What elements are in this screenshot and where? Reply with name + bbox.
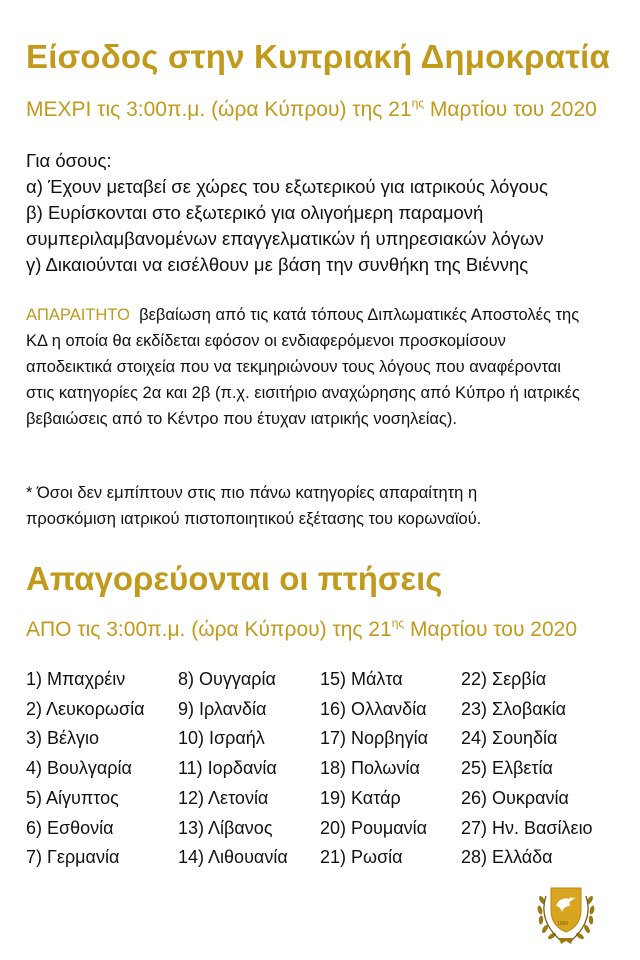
country-item: 27) Ην. Βασίλειο — [461, 817, 593, 838]
country-item: 19) Κατάρ — [320, 787, 401, 808]
country-item: 17) Νορβηγία — [320, 728, 429, 749]
flight-ban-date-prefix: ΑΠΟ τις 3:00π.μ. (ώρα Κύπρου) της 21 — [26, 618, 392, 641]
flight-ban-date-sup: ης — [391, 616, 405, 630]
entry-deadline-suffix: Μαρτίου του 2020 — [424, 98, 597, 121]
country-item: 22) Σερβία — [461, 669, 547, 689]
country-column-1 — [26, 665, 145, 873]
entry-title: Είσοδος στην Κυπριακή Δημοκρατία — [26, 38, 610, 75]
requirement-line: αποδεικτικά στοιχεία που να τεκμηριώνουν τους λόγους που αναφέρονται — [26, 358, 561, 376]
emblem-year: 1960 — [557, 921, 569, 927]
requirement-highlight: ΑΠΑΡΑΙΤΗΤΟ — [26, 306, 130, 324]
flight-ban-title: Απαγορεύονται οι πτήσεις — [26, 560, 443, 597]
country-item: 18) Πολωνία — [320, 758, 420, 779]
flight-ban-date-suffix: Μαρτίου του 2020 — [404, 618, 578, 641]
country-item: 2) Λευκορωσία — [26, 698, 145, 719]
eligibility-line: γ) Δικαιούνται να εισέλθουν με βάση την συνθήκη της Βιέννης — [26, 254, 529, 275]
country-column-2 — [178, 665, 288, 873]
eligibility-line: α) Έχουν μεταβεί σε χώρες του εξωτερικού για ιατρικούς λόγους — [26, 176, 548, 197]
eligibility-list — [26, 148, 626, 278]
country-item: 1) Μπαχρέιν — [26, 669, 126, 689]
eligibility-line: Για όσους: — [26, 150, 112, 171]
requirement-line: βεβαιώσεις από το Κέντρο που έτυχαν ιατρικής νοσηλείας). — [26, 410, 457, 428]
requirement-first-line — [26, 302, 626, 328]
country-item: 8) Ουγγαρία — [178, 669, 276, 689]
country-item: 5) Αίγυπτος — [26, 787, 119, 808]
eligibility-line: συμπεριλαμβανομένων επαγγελματικών ή υπηρεσιακών λόγων — [26, 228, 544, 249]
country-item: 14) Λιθουανία — [178, 847, 288, 868]
country-item: 21) Ρωσία — [320, 847, 403, 868]
country-item: 4) Βουλγαρία — [26, 758, 132, 779]
country-column-4 — [461, 665, 593, 873]
requirement-line: ΚΔ η οποία θα εκδίδεται εφόσον οι ενδιαφερόμενοι προσκομίσουν — [26, 332, 506, 350]
country-item: 24) Σουηδία — [461, 728, 558, 749]
requirement-paragraph — [26, 302, 626, 432]
requirement-line: στις κατηγορίες 2α και 2β (π.χ. εισιτήριο αναχώρησης από Κύπρο ή ιατρικές — [26, 384, 580, 402]
country-item: 25) Ελβετία — [461, 758, 553, 779]
country-item: 11) Ιορδανία — [178, 758, 277, 779]
country-item: 16) Ολλανδία — [320, 698, 427, 719]
flight-ban-date — [26, 616, 577, 642]
country-item: 15) Μάλτα — [320, 669, 403, 689]
requirement-first-line-rest: βεβαίωση από τις κατά τόπους Διπλωματικές Αποστολές της — [129, 306, 580, 324]
entry-deadline-prefix: ΜΕΧΡΙ τις 3:00π.μ. (ώρα Κύπρου) της 21 — [26, 98, 412, 121]
footnote-line: * Όσοι δεν εμπίπτουν στις πιο πάνω κατηγορίες απαραίτητη η — [26, 484, 478, 502]
footnote — [26, 480, 626, 532]
country-item: 28) Ελλάδα — [461, 847, 553, 868]
country-item: 6) Εσθονία — [26, 817, 114, 838]
entry-deadline — [26, 96, 597, 122]
country-column-3 — [320, 665, 428, 873]
cyprus-coat-of-arms-icon — [534, 880, 598, 946]
entry-deadline-sup: ης — [411, 96, 425, 110]
country-item: 20) Ρουμανία — [320, 817, 428, 838]
country-item: 7) Γερμανία — [26, 847, 120, 868]
country-item: 23) Σλοβακία — [461, 698, 567, 719]
country-item: 26) Ουκρανία — [461, 787, 569, 808]
country-item: 13) Λίβανος — [178, 817, 273, 838]
footnote-line: προσκόμιση ιατρικού πιστοποιητικού εξέτασης του κορωναϊού. — [26, 510, 482, 528]
country-item: 9) Ιρλανδία — [178, 698, 267, 719]
country-item: 12) Λετονία — [178, 787, 269, 808]
country-item: 3) Βέλγιο — [26, 728, 100, 749]
eligibility-line: β) Ευρίσκονται στο εξωτερικό για ολιγοήμερη παραμονή — [26, 202, 484, 223]
country-item: 10) Ισραήλ — [178, 728, 265, 749]
